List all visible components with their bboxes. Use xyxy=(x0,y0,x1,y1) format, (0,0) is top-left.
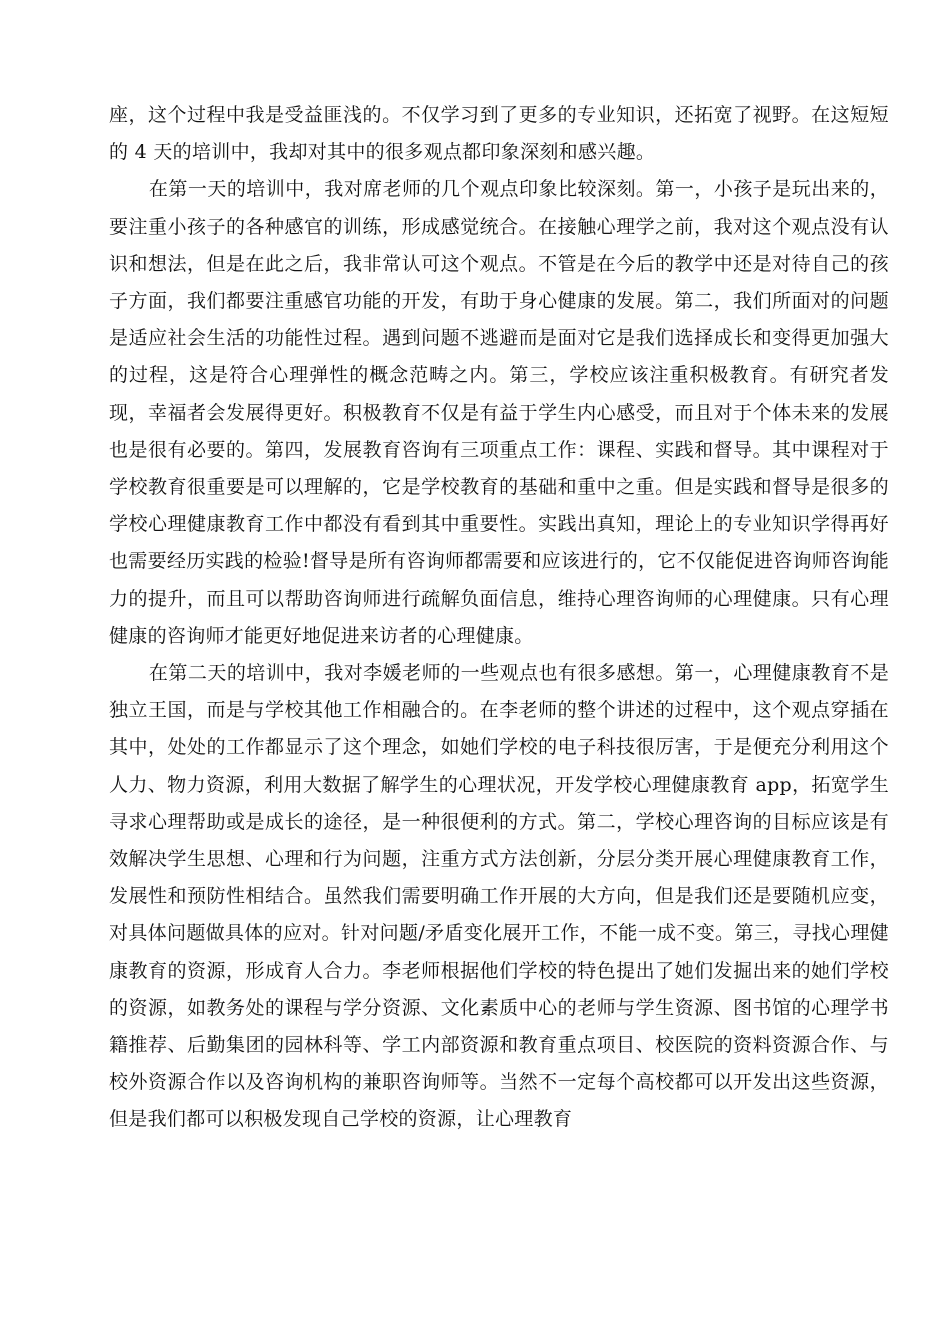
document-body xyxy=(109,97,889,1139)
paragraph-day-two: 在第二天的培训中，我对李媛老师的一些观点也有很多感想。第一，心理健康教育不是独立王国，而是与学校其他工作相融合的。在李老师的整个讲述的过程中，这个观点穿插在其中，处处的工作都显示了这个理念，如她们学校的电子科技很厉害，于是便充分利用这个人力、物力资源，利用大数据了解学生的心理状况，开发学校心理健康教育 app，拓宽学生寻求心理帮助或是成长的途径，是一种很便利的方式。第二，学校心理咨询的目标应该是有效解决学生思想、心理和行为问题，注重方式方法创新，分层分类开展心理健康教育工作，发展性和预防性相结合。虽然我们需要明确工作开展的大方向，但是我们还是要随机应变，对具体问题做具体的应对。针对问题/矛盾变化展开工作，不能一成不变。第三，寻找心理健康教育的资源，形成育人合力。李老师根据他们学校的特色提出了她们发掘出来的她们学校的资源，如教务处的课程与学分资源、文化素质中心的老师与学生资源、图书馆的心理学书籍推荐、后勤集团的园林科等、学工内部资源和教育重点项目、校医院的资料资源合作、与校外资源合作以及咨询机构的兼职咨询师等。当然不一定每个高校都可以开发出这些资源，但是我们都可以积极发现自己学校的资源，让心理教育 xyxy=(109,662,889,1131)
paragraph-day-one: 在第一天的培训中，我对席老师的几个观点印象比较深刻。第一，小孩子是玩出来的，要注重小孩子的各种感官的训练，形成感觉统合。在接触心理学之前，我对这个观点没有认识和想法，但是在此之后，我非常认可这个观点。不管是在今后的教学中还是对待自己的孩子方面，我们都要注重感官功能的开发，有助于身心健康的发展。第二，我们所面对的问题是适应社会生活的功能性过程。遇到问题不逃避而是面对它是我们选择成长和变得更加强大的过程，这是符合心理弹性的概念范畴之内。第三，学校应该注重积极教育。有研究者发现，幸福者会发展得更好。积极教育不仅是有益于学生内心感受，而且对于个体未来的发展也是很有必要的。第四，发展教育咨询有三项重点工作：课程、实践和督导。其中课程对于学校教育很重要是可以理解的，它是学校教育的基础和重中之重。但是实践和督导是很多的学校心理健康教育工作中都没有看到其中重要性。实践出真知，理论上的专业知识学得再好也需要经历实践的检验!督导是所有咨询师都需要和应该进行的，它不仅能促进咨询师咨询能力的提升，而且可以帮助咨询师进行疏解负面信息，维持心理咨询师的心理健康。只有心理健康的咨询师才能更好地促进来访者的心理健康。 xyxy=(109,178,889,647)
paragraph-continuation: 座，这个过程中我是受益匪浅的。不仅学习到了更多的专业知识，还拓宽了视野。在这短短的 4 天的培训中，我却对其中的很多观点都印象深刻和感兴趣。 xyxy=(109,104,889,164)
